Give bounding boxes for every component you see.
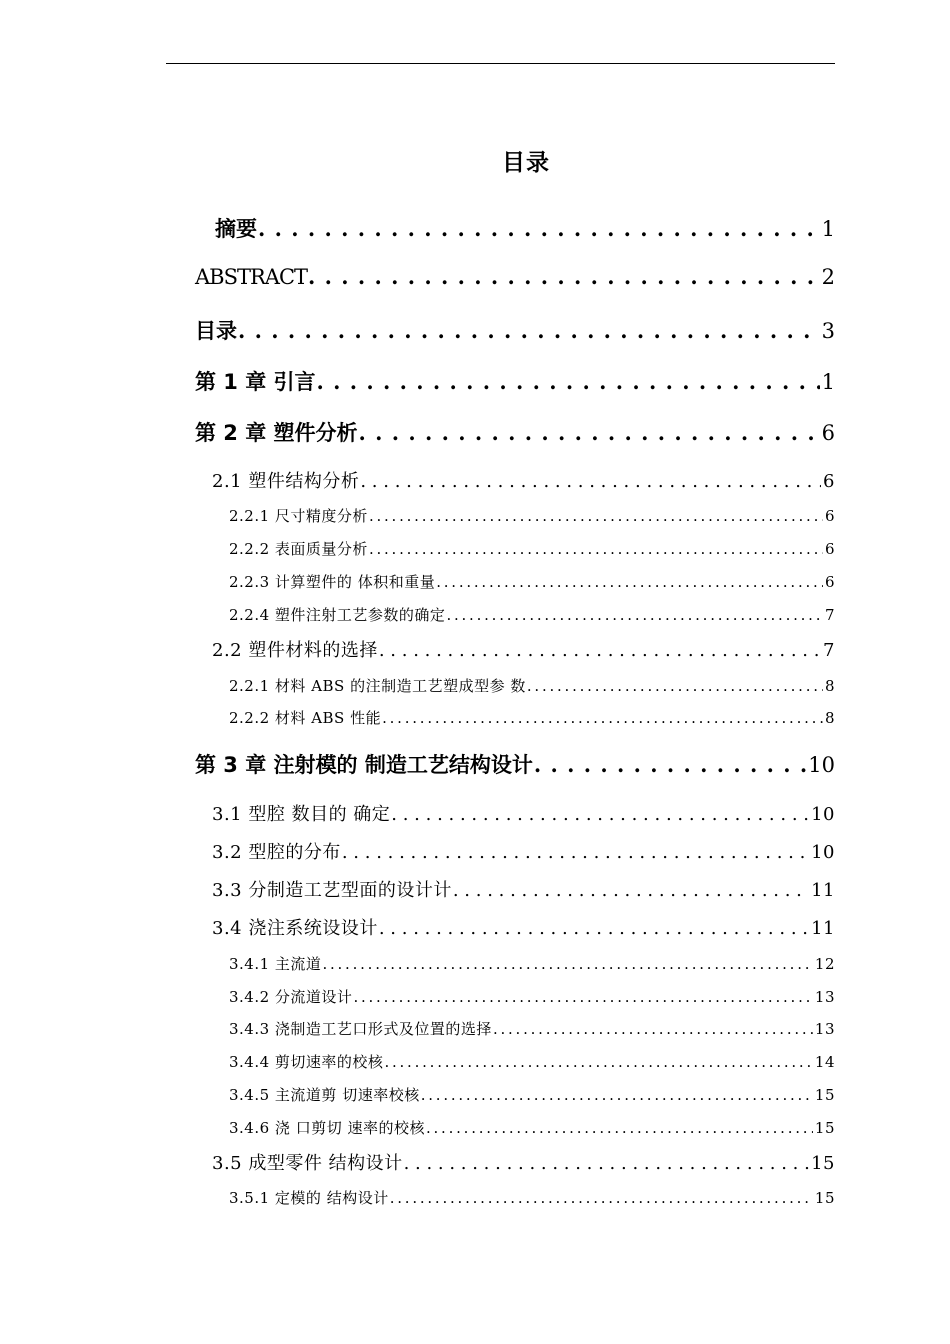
toc-entry-page: 1 (821, 370, 835, 394)
toc-entry-label: 3.3 分制造工艺型面的设计计 (212, 880, 452, 901)
toc-entry-label: 3.5.1 定模的 结构设计 (229, 1189, 389, 1207)
toc-entry-label: 2.2 塑件材料的选择 (212, 640, 378, 661)
toc-entry-label: 2.2.1 尺寸精度分析 (229, 507, 368, 525)
toc-entry-label: 2.2.2 表面质量分析 (229, 540, 368, 558)
toc-entry-page: 11 (811, 918, 835, 939)
toc-entry-2-1[interactable] (212, 467, 835, 493)
toc-entry-3-5[interactable] (212, 1149, 835, 1175)
toc-entry-page: 6 (824, 573, 835, 591)
toc-entry-page: 15 (814, 1189, 835, 1207)
toc-leader (404, 1153, 810, 1174)
toc-entry-page: 6 (824, 507, 835, 525)
toc-leader (379, 640, 821, 661)
toc-entry-page: 12 (814, 955, 835, 973)
toc-entry-label: 3.1 型腔 数目的 确定 (212, 804, 391, 825)
toc-entry-page: 13 (814, 1020, 835, 1038)
toc-entry-label: 2.2.3 计算塑件的 体积和重量 (229, 573, 436, 591)
toc-entry-page: 3 (821, 319, 835, 343)
toc-entry-2-2-4[interactable] (229, 604, 835, 626)
toc-entry-label: 2.1 塑件结构分析 (212, 471, 360, 492)
toc-entry-label: 3.4 浇注系统设设计 (212, 918, 378, 939)
toc-leader (353, 988, 812, 1006)
toc-entry-label: 3.4.2 分流道设计 (229, 988, 353, 1006)
toc-entry-page: 13 (814, 988, 835, 1006)
toc-leader (258, 216, 820, 241)
toc-entry-3-4-6[interactable] (229, 1117, 835, 1139)
toc-entry-2-2[interactable] (212, 636, 835, 662)
toc-entry-label: 第 3 章 注射模的 制造工艺结构设计 (195, 753, 533, 777)
toc-leader (527, 677, 823, 695)
toc-entry-2-2-2[interactable] (229, 538, 835, 560)
toc-entry-page: 6 (824, 540, 835, 558)
toc-entry-page: 6 (821, 421, 835, 445)
toc-entry-label: 2.2.4 塑件注射工艺参数的确定 (229, 606, 446, 624)
toc-entry-3-4[interactable] (212, 914, 835, 940)
toc-entry-page: 6 (823, 471, 835, 492)
toc-entry-label: ABSTRACT (195, 265, 308, 289)
toc-entry-chapter-1[interactable] (195, 366, 835, 396)
toc-entry-page: 10 (808, 753, 835, 777)
toc-entry-3-4-1[interactable] (229, 953, 835, 975)
toc-entry-label: 3.4.6 浇 口剪切 速率的校核 (229, 1119, 425, 1137)
toc-entry-3-4-5[interactable] (229, 1084, 835, 1106)
toc-leader (453, 880, 809, 901)
toc-leader (308, 264, 820, 289)
toc-entry-label: 第 1 章 引言 (195, 370, 316, 394)
toc-entry-page: 15 (814, 1119, 835, 1137)
toc-entry-page: 8 (824, 677, 835, 695)
toc-entry-abstract-en[interactable] (195, 264, 835, 294)
toc-leader (369, 540, 823, 558)
toc-leader (391, 804, 809, 825)
toc-entry-page: 10 (811, 804, 835, 825)
toc-entry-label: 2.2.2 材料 ABS 性能 (229, 709, 382, 727)
toc-leader (322, 955, 812, 973)
toc-entry-page: 8 (824, 709, 835, 727)
toc-leader (359, 420, 820, 445)
toc-entry-label: 第 2 章 塑件分析 (195, 421, 358, 445)
toc-entry-abstract-cn[interactable] (215, 213, 835, 243)
toc-entry-label: 3.4.1 主流道 (229, 955, 322, 973)
toc-leader (446, 606, 823, 624)
toc-leader (379, 918, 809, 939)
toc-leader (382, 709, 823, 727)
toc-entry-2-2-1-abs[interactable] (229, 675, 835, 697)
toc-entry-label: 目录 (195, 319, 237, 343)
toc-entry-page: 15 (811, 1153, 835, 1174)
header-rule (166, 63, 835, 64)
toc-leader (493, 1020, 813, 1038)
toc-entry-3-4-3[interactable] (229, 1018, 835, 1040)
toc-entry-3-1[interactable] (212, 800, 835, 826)
toc-leader (426, 1119, 813, 1137)
toc-entry-3-4-2[interactable] (229, 986, 835, 1008)
toc-entry-label: 3.4.3 浇制造工艺口形式及位置的选择 (229, 1020, 492, 1038)
toc-leader (369, 507, 823, 525)
toc-title: 目录 (502, 150, 550, 176)
toc-entry-page: 7 (823, 640, 835, 661)
toc-entry-2-2-3[interactable] (229, 571, 835, 593)
toc-entry-page: 15 (814, 1086, 835, 1104)
toc-entry-chapter-2[interactable] (195, 417, 835, 447)
toc-leader (317, 369, 820, 394)
toc-leader (238, 318, 820, 343)
toc-leader (421, 1086, 813, 1104)
toc-entry-3-4-4[interactable] (229, 1051, 835, 1073)
toc-entry-2-2-1[interactable] (229, 505, 835, 527)
toc-entry-label: 摘要 (215, 217, 257, 241)
toc-entry-page: 1 (821, 217, 835, 241)
toc-entry-label: 3.5 成型零件 结构设计 (212, 1153, 403, 1174)
toc-leader (384, 1053, 812, 1071)
toc-entry-label: 3.4.5 主流道剪 切速率校核 (229, 1086, 420, 1104)
toc-entry-3-2[interactable] (212, 838, 835, 864)
toc-leader (390, 1189, 813, 1207)
toc-entry-page: 14 (814, 1053, 835, 1071)
toc-leader (436, 573, 823, 591)
toc-entry-3-5-1[interactable] (229, 1187, 835, 1209)
toc-entry-page: 11 (811, 880, 835, 901)
toc-entry-page: 10 (811, 842, 835, 863)
toc-entry-label: 3.4.4 剪切速率的校核 (229, 1053, 384, 1071)
toc-entry-3-3[interactable] (212, 876, 835, 902)
toc-leader (342, 842, 809, 863)
toc-leader (534, 752, 806, 777)
toc-entry-page: 7 (824, 606, 835, 624)
toc-entry-2-2-2-abs[interactable] (229, 707, 835, 729)
toc-entry-label: 3.2 型腔的分布 (212, 842, 341, 863)
toc-entry-chapter-3[interactable] (195, 749, 835, 779)
toc-entry-contents[interactable] (195, 315, 835, 345)
toc-leader (360, 471, 821, 492)
toc-entry-label: 2.2.1 材料 ABS 的注制造工艺塑成型参 数 (229, 677, 526, 695)
toc-entry-page: 2 (821, 265, 835, 289)
